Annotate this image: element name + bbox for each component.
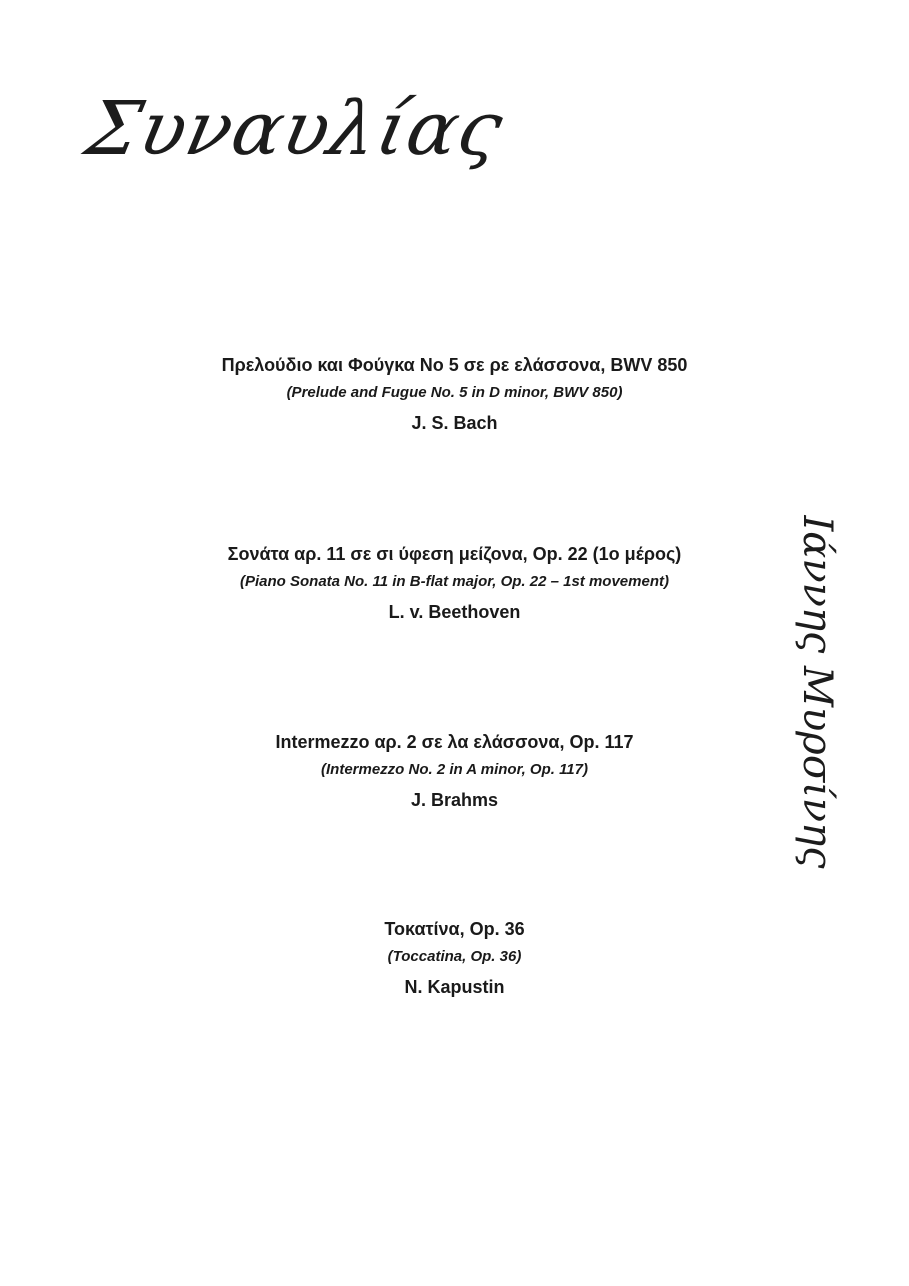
piece-subtitle: (Intermezzo No. 2 in A minor, Op. 117) xyxy=(321,761,588,778)
piece-composer: N. Kapustin xyxy=(404,977,505,997)
piece-composer: L. v. Beethoven xyxy=(388,602,521,622)
piece-title: Σονάτα αρ. 11 σε σι ύφεση μείζονα, Op. 22 (1ο μέρος) xyxy=(227,544,682,564)
piece-title: Τοκατίνα, Op. 36 xyxy=(384,919,525,939)
side-script-name: Ιάννης Μυρσίνης xyxy=(794,515,840,869)
program-item xyxy=(0,354,909,434)
piece-subtitle: (Toccatina, Op. 36) xyxy=(387,948,522,965)
piece-composer: J. Brahms xyxy=(410,790,499,810)
program-item xyxy=(0,731,909,811)
piece-subtitle: (Prelude and Fugue No. 5 in D minor, BWV 850) xyxy=(286,384,623,401)
program-item xyxy=(0,543,909,623)
script-title: Συναυλίας xyxy=(78,86,511,172)
piece-composer: J. S. Bach xyxy=(411,413,498,433)
program-item xyxy=(0,918,909,998)
piece-title: Πρελούδιο και Φούγκα Νο 5 σε ρε ελάσσονα, BWV 850 xyxy=(221,355,688,375)
piece-title: Intermezzo αρ. 2 σε λα ελάσσονα, Op. 117 xyxy=(275,732,634,752)
piece-subtitle: (Piano Sonata No. 11 in B-flat major, Op. 22 – 1st movement) xyxy=(240,573,669,590)
